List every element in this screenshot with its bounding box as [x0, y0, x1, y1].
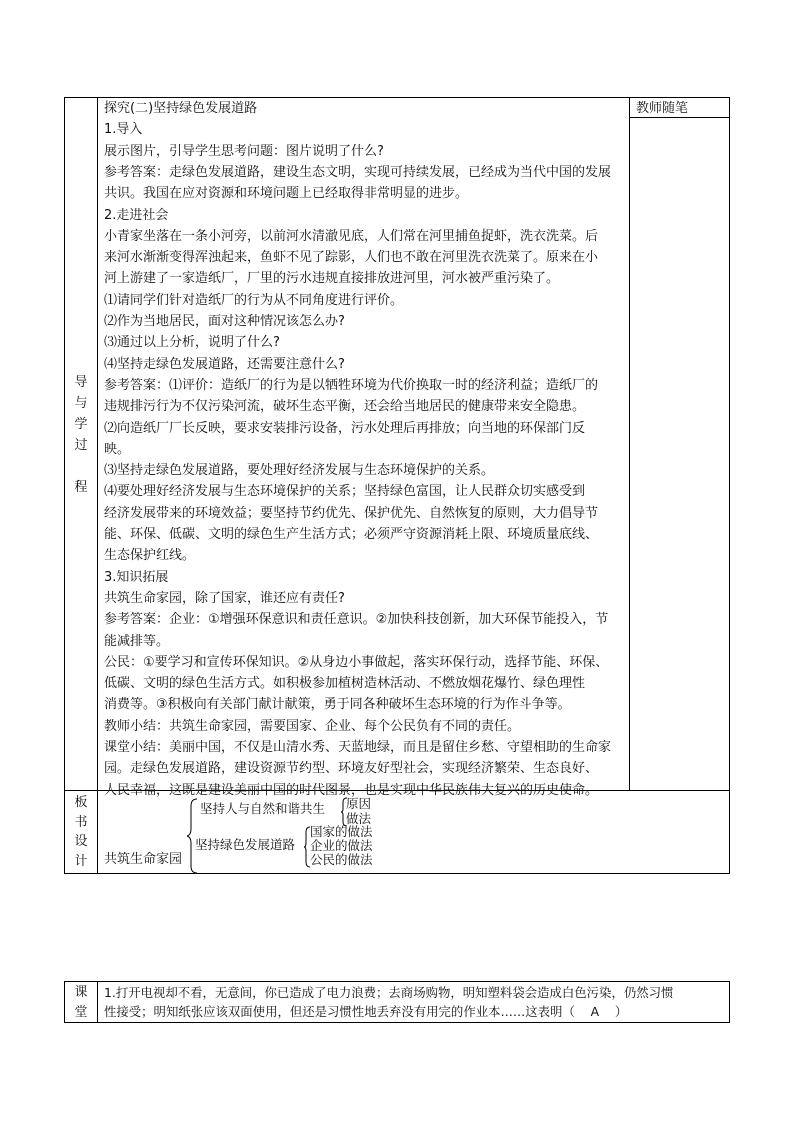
teacher-notes-header: 教师随笔: [636, 101, 689, 116]
process-section-label: [65, 375, 97, 501]
text-line: 经济发展带来的环境效益；要坚持节约优先、保护优先、自然恢复的原则，大力倡导节: [104, 505, 599, 521]
text-line: 2.走进社会: [104, 207, 169, 223]
text-line: 能、环保、低碳、文明的绿色生产生活方式；必须严守资源消耗上限、环境质量底线、: [104, 527, 599, 542]
text-line: 1.导入: [104, 122, 143, 138]
board-branch-harmony: 坚持人与自然和谐共生: [200, 801, 326, 816]
label-char: 学: [74, 417, 88, 432]
text-line: 生态保护红线。: [104, 548, 196, 564]
table-right-border: [729, 97, 730, 874]
text-line: 共筑生命家园，除了国家，谁还应有责任?: [104, 590, 345, 606]
board-branch-green: 坚持绿色发展道路: [195, 837, 296, 852]
label-column-divider: [97, 97, 98, 874]
text-line: ⑵作为当地居民，面对这种情况该怎么办?: [104, 314, 345, 329]
text-line: 人民幸福，这既是建设美丽中国的时代图景，也是实现中华民族伟大复兴的历史使命。: [104, 782, 599, 798]
text-line: ⑶坚持走绿色发展道路，要处理好经济发展与生态环境保护的关系。: [104, 463, 495, 479]
practice-right-border: [729, 981, 730, 1023]
answer-choice: A: [590, 1004, 600, 1019]
root-brace-icon: [186, 798, 198, 874]
label-char: 书: [74, 814, 88, 830]
text-line: ⑷要处理好经济发展与生态环境保护的关系；坚持绿色富国，让人民群众切实感受到: [104, 484, 586, 500]
text-line: 能减排等。: [104, 633, 170, 649]
label-char: 堂: [74, 1005, 88, 1020]
label-char: 导: [74, 375, 88, 390]
text-line: 园。走绿色发展道路，建设资源节约型、环境友好型社会，实现经济繁荣、生态良好、: [104, 761, 599, 777]
text-line: ⑶通过以上分析，说明了什么?: [104, 335, 280, 351]
question-paren: ）: [614, 1004, 628, 1019]
practice-section-label: [65, 983, 97, 1023]
board-green-citizen: 公民的做法: [310, 852, 373, 867]
text-line: ⑵向造纸厂厂长反映，要求安装排污设备，污水处理后再排放；向当地的环保部门反: [104, 420, 586, 436]
text-line: 参考答案：走绿色发展道路，建设生态文明，实现可持续发展，已经成为当代中国的发展: [104, 164, 612, 180]
text-line: 共识。我国在应对资源和环境问题上已经取得非常明显的进步。: [104, 186, 469, 202]
practice-bottom-border: [64, 1022, 730, 1023]
text-line: 参考答案：企业：①增强环保意识和责任意识。②加快科技创新，加大环保节能投入，节: [104, 612, 609, 628]
label-char: 板: [74, 795, 88, 810]
board-root-topic: 共筑生命家园: [104, 852, 183, 867]
practice-question-line: [104, 1002, 627, 1021]
text-line: 教师小结：共筑生命家园，需要国家、企业、每个公民负有不同的责任。: [104, 718, 521, 734]
practice-question-line: 1.打开电视却不看，无意间，你已造成了电力浪费；去商场购物，明知塑料袋会造成白色污染，仍然习惯: [104, 985, 674, 1000]
text-line: 映。: [104, 441, 131, 457]
text-line: 来河水渐渐变得浑浊起来，鱼虾不见了踪影，人们也不敢在河里洗衣洗菜了。原来在小: [104, 250, 599, 266]
text-line: 课堂小结：美丽中国，不仅是山清水秀、天蓝地绿，而且是留住乡愁、守望相助的生命家: [104, 740, 612, 755]
label-char: 设: [74, 834, 88, 849]
label-char: 课: [74, 985, 88, 1000]
board-harmony-reason: 原因: [346, 796, 372, 811]
text-line: 公民：①要学习和宣传环保知识。②从身边小事做起，落实环保行动，选择节能、环保、: [104, 654, 609, 670]
board-design-label: [65, 793, 97, 871]
text-line: 违规排污行为不仅污染河流，破坏生态平衡，还会给当地居民的健康带来安全隐患。: [104, 399, 586, 415]
label-char: [65, 459, 97, 480]
question-text: 性接受；明知纸张应该双面使用，但还是习惯性地丢弃没有用完的作业本……这表明（: [104, 1004, 575, 1019]
text-line: 河上游建了一家造纸厂，厂里的污水违规直接排放进河里，河水被严重污染了。: [104, 271, 560, 287]
board-green-national: 国家的做法: [310, 824, 373, 839]
label-char: 过: [74, 438, 88, 453]
board-green-enterprise: 企业的做法: [310, 838, 373, 853]
text-line: 消费等。③积极向有关部门献计献策，勇于同各种破坏生态环境的行为作斗争等。: [104, 697, 571, 713]
text-line: ⑷坚持走绿色发展道路，还需要注意什么?: [104, 356, 345, 372]
text-line: 3.知识拓展: [104, 569, 169, 585]
label-char: 与: [74, 396, 88, 411]
practice-top-border: [64, 981, 730, 982]
notes-column-divider: [629, 97, 630, 791]
label-char: 程: [74, 480, 88, 495]
table-bottom-border: [64, 873, 730, 874]
board-harmony-method: 做法: [346, 811, 372, 826]
text-line: ⑴请同学们针对造纸厂的行为从不同角度进行评价。: [104, 292, 404, 308]
text-line: 参考答案：⑴评价：造纸厂的行为是以牺牲环境为代价换取一时的经济利益；造纸厂的: [104, 377, 599, 393]
text-line: 小青家坐落在一条小河旁，以前河水清澈见底，人们常在河里捕鱼捉虾，洗衣洗菜。后: [104, 228, 599, 244]
label-char: 计: [74, 853, 88, 869]
lesson-body: [104, 98, 626, 798]
text-line: 展示图片，引导学生思考问题：图片说明了什么?: [104, 143, 384, 159]
text-line: 探究(二)坚持绿色发展道路: [104, 101, 258, 116]
text-line: 低碳、文明的绿色生活方式。如积极参加植树造林活动、不燃放烟花爆竹、绿色理性: [104, 676, 586, 692]
practice-label-divider: [97, 981, 98, 1023]
